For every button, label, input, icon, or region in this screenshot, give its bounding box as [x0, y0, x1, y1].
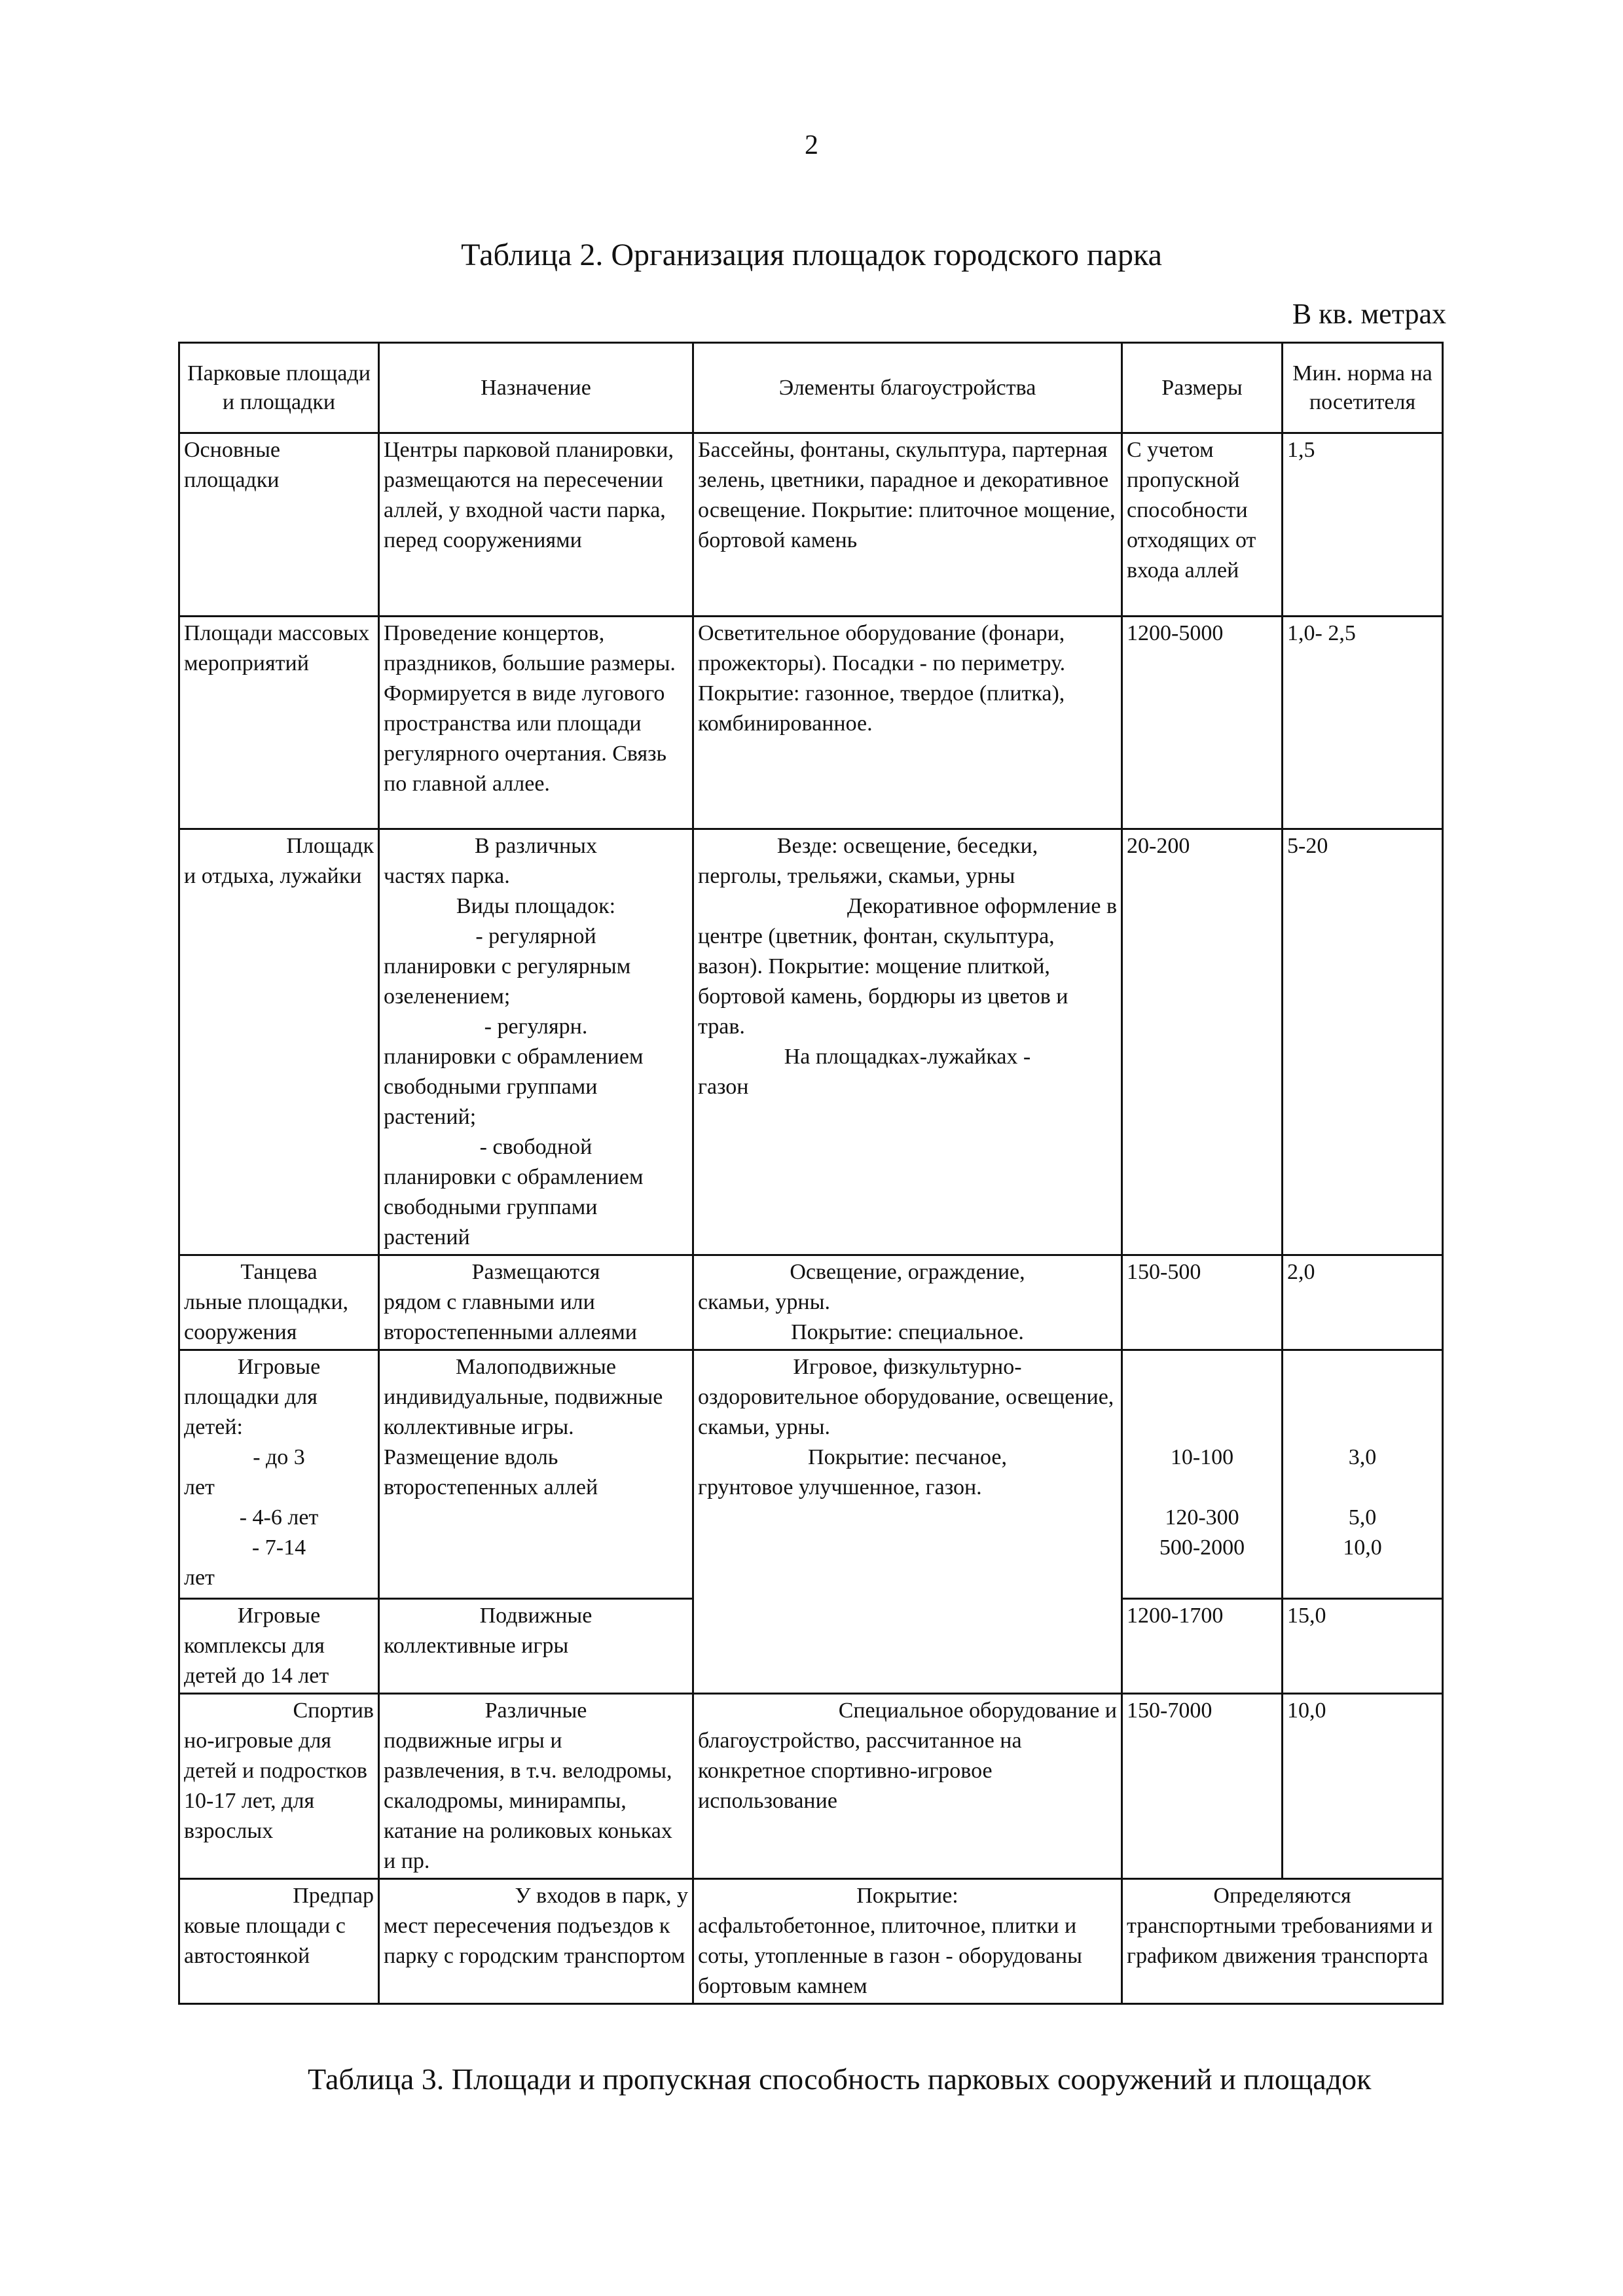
row-norm: 5-20 — [1283, 829, 1443, 1255]
row-size: 150-500 — [1122, 1255, 1283, 1350]
elements-line: Везде: освещение, беседки, — [776, 834, 1038, 858]
purpose-line: индивидуальные, подвижные коллективные игры. Размещение вдоль второстепенных аллей — [384, 1385, 663, 1499]
elements-line: газон — [698, 1075, 749, 1099]
size-norm-line: Определяются — [1213, 1884, 1351, 1908]
row-size-norm — [1122, 1879, 1443, 2004]
row-name-line: льные площадки, сооружения — [184, 1290, 349, 1344]
purpose-line: - регулярной — [475, 924, 596, 948]
row-elements — [693, 1255, 1122, 1350]
age-label: - до 3 — [253, 1445, 305, 1469]
elements-line: оздоровительное оборудование, освещение, скамьи, урны. — [698, 1385, 1114, 1439]
table-row — [179, 1879, 1443, 2004]
elements-line: грунтовое улучшенное, газон. — [698, 1475, 982, 1499]
purpose-line: В различных — [475, 834, 597, 858]
row-norm: 2,0 — [1283, 1255, 1443, 1350]
table-3-title: Таблица 3. Площади и пропускная способность парковых сооружений и площадок — [308, 2062, 1372, 2096]
purpose-line: Различные — [484, 1698, 587, 1723]
row-name: Основные площадки — [179, 433, 379, 617]
row-elements: Бассейны, фонтаны, скульптура, партерная зелень, цветники, парадное и декоративное освещение. Покрытие: плиточное мощение, бортовой камень — [693, 433, 1122, 617]
elements-line: Покрытие: специальное. — [791, 1320, 1024, 1344]
parks-table — [178, 342, 1444, 2005]
row-norm: 10,0 — [1283, 1694, 1443, 1879]
elements-line: Специальное оборудование и — [838, 1698, 1117, 1723]
table-row — [179, 433, 1443, 617]
row-purpose — [379, 829, 693, 1255]
row-name-line: комплексы для детей до 14 лет — [184, 1634, 329, 1688]
purpose-line: Малоподвижные — [456, 1355, 616, 1379]
purpose-line: планировки с обрамлением свободными группами растений — [384, 1165, 644, 1249]
size-value: 120-300 — [1165, 1505, 1239, 1530]
row-elements: Осветительное оборудование (фонари, прожекторы). Посадки - по периметру. Покрытие: газонное, твердое (плитка), комбинированное. — [693, 617, 1122, 829]
page-number: 2 — [805, 130, 818, 160]
size-value: 10-100 — [1170, 1445, 1234, 1469]
row-purpose — [379, 1694, 693, 1879]
header-row — [179, 343, 1443, 433]
row-name-line: ковые площади с автостоянкой — [184, 1914, 346, 1968]
row-name — [179, 1255, 379, 1350]
purpose-line: У входов в парк, у — [515, 1884, 688, 1908]
purpose-line: - свободной — [479, 1135, 593, 1159]
elements-line: асфальтобетонное, плиточное, плитки и соты, утопленные в газон - оборудованы бортовым камнем — [698, 1914, 1082, 1998]
purpose-line: Виды площадок: — [456, 894, 616, 918]
table-row — [179, 1350, 1443, 1599]
age-label: - 7-14 — [251, 1535, 306, 1560]
elements-line: перголы, трельяжи, скамьи, урны — [698, 864, 1015, 888]
table-row — [179, 617, 1443, 829]
elements-line: центре (цветник, фонтан, скульптура, вазон). Покрытие: мощение плиткой, бортовой камень, бордюры из цветов и трав. — [698, 924, 1068, 1039]
elements-line: Декоративное оформление в — [847, 894, 1117, 918]
row-elements — [693, 1879, 1122, 2004]
row-name-line: Игровые — [237, 1355, 321, 1379]
row-name-line: Площадк — [286, 834, 374, 858]
row-name-line: Предпар — [293, 1884, 374, 1908]
age-label: лет — [184, 1566, 215, 1590]
norm-value: 10,0 — [1343, 1535, 1382, 1560]
row-name-line: Танцева — [240, 1260, 318, 1284]
row-size: 1200-5000 — [1122, 617, 1283, 829]
purpose-line: подвижные игры и развлечения, в т.ч. велодромы, скалодромы, минирампы, катание на роликовых коньках и пр. — [384, 1729, 672, 1873]
row-name — [179, 1694, 379, 1879]
row-purpose — [379, 1599, 693, 1694]
header-norm: Мин. норма на посетителя — [1283, 343, 1443, 433]
elements-line: На площадках-лужайках - — [784, 1045, 1031, 1069]
row-name-line: Игровые — [237, 1604, 321, 1628]
header-purpose: Назначение — [379, 343, 693, 433]
row-norm: 1,5 — [1283, 433, 1443, 617]
purpose-line: - регулярн. — [484, 1014, 588, 1039]
elements-line: Освещение, ограждение, — [790, 1260, 1025, 1284]
purpose-line: планировки с обрамлением свободными группами растений; — [384, 1045, 644, 1129]
row-name — [179, 829, 379, 1255]
row-elements — [693, 829, 1122, 1255]
norm-value: 5,0 — [1348, 1505, 1377, 1530]
elements-line: скамьи, урны. — [698, 1290, 830, 1314]
purpose-line: Подвижные — [479, 1604, 593, 1628]
purpose-line: мест пересечения подъездов к парку с городским транспортом — [384, 1914, 685, 1968]
row-name — [179, 1350, 379, 1599]
purpose-line: коллективные игры — [384, 1634, 569, 1658]
row-name-line: и отдыха, лужайки — [184, 864, 362, 888]
row-name — [179, 1879, 379, 2004]
purpose-line: планировки с регулярным озеленением; — [384, 954, 631, 1009]
elements-line: Покрытие: песчаное, — [808, 1445, 1007, 1469]
table-row — [179, 1255, 1443, 1350]
table-row — [179, 829, 1443, 1255]
row-name-line: Спортив — [293, 1698, 374, 1723]
purpose-line: рядом с главными или второстепенными аллеями — [384, 1290, 637, 1344]
elements-line: Игровое, физкультурно- — [793, 1355, 1022, 1379]
row-name-line: площадки для детей: — [184, 1385, 318, 1439]
row-elements — [693, 1350, 1122, 1694]
size-norm-line: транспортными требованиями и графиком движения транспорта — [1127, 1914, 1433, 1968]
row-name-line: но-игровые для детей и подростков 10-17 лет, для взрослых — [184, 1729, 367, 1843]
row-purpose: Проведение концертов, праздников, большие размеры. Формируется в виде лугового пространства или площади регулярного очертания. Связь по главной аллее. — [379, 617, 693, 829]
age-label: - 4-6 лет — [239, 1505, 319, 1530]
header-size: Размеры — [1122, 343, 1283, 433]
row-norm: 15,0 — [1283, 1599, 1443, 1694]
row-norm: 1,0- 2,5 — [1283, 617, 1443, 829]
row-size: 150-7000 — [1122, 1694, 1283, 1879]
row-purpose — [379, 1255, 693, 1350]
size-value: 500-2000 — [1159, 1535, 1245, 1560]
norm-value: 3,0 — [1348, 1445, 1377, 1469]
row-size: С учетом пропускной способности отходящих от входа аллей — [1122, 433, 1283, 617]
units-label: В кв. метрах — [1292, 298, 1446, 330]
row-purpose: Центры парковой планировки, размещаются на пересечении аллей, у входной части парка, перед сооружениями — [379, 433, 693, 617]
header-elements: Элементы благоустройства — [693, 343, 1122, 433]
table-2-title: Таблица 2. Организация площадок городского парка — [461, 238, 1162, 272]
row-norm — [1283, 1350, 1443, 1599]
row-name: Площади массовых мероприятий — [179, 617, 379, 829]
purpose-line: Размещаются — [471, 1260, 600, 1284]
row-purpose — [379, 1879, 693, 2004]
row-size: 1200-1700 — [1122, 1599, 1283, 1694]
row-purpose — [379, 1350, 693, 1599]
elements-line: благоустройство, рассчитанное на конкретное спортивно-игровое использование — [698, 1729, 1022, 1813]
row-size — [1122, 1350, 1283, 1599]
row-name — [179, 1599, 379, 1694]
table-row — [179, 1694, 1443, 1879]
row-size: 20-200 — [1122, 829, 1283, 1255]
row-elements — [693, 1694, 1122, 1879]
purpose-line: частях парка. — [384, 864, 510, 888]
header-areas: Парковые площади и площадки — [179, 343, 379, 433]
age-label: лет — [184, 1475, 215, 1499]
elements-line: Покрытие: — [856, 1884, 958, 1908]
